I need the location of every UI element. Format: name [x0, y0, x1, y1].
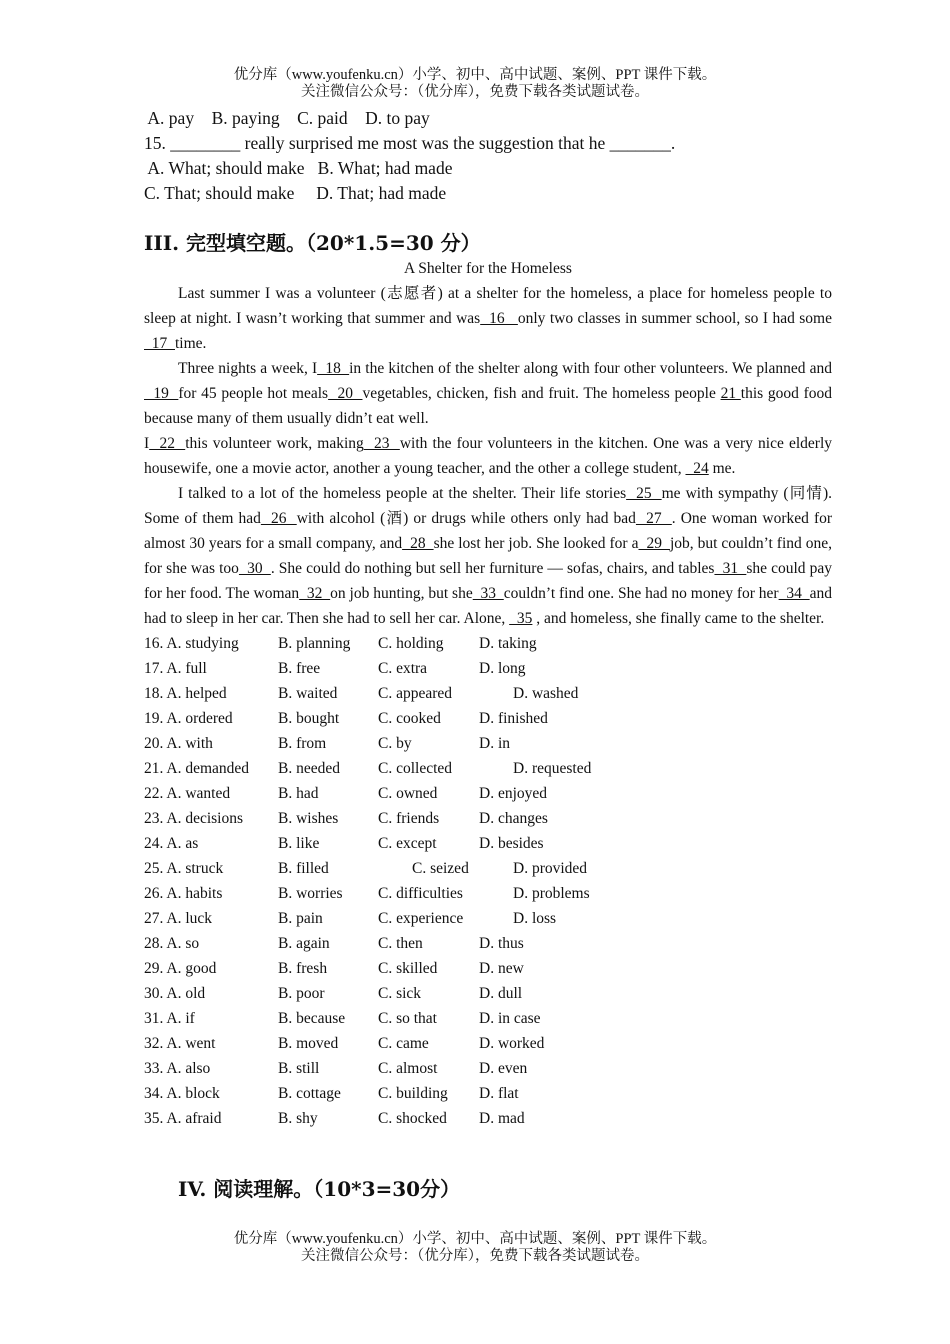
option-b: B. had: [278, 785, 319, 802]
header-line-1: 优分库（www.youfenku.cn）小学、初中、高中试题、案例、PPT 课件下载。: [233, 67, 717, 83]
answer-blank: 29: [638, 535, 670, 552]
option-b: B. moved: [278, 1035, 339, 1052]
passage-text: for 45 people hot meals: [178, 385, 329, 402]
passage-text: she could pay for her food. The woman: [144, 560, 832, 602]
option-b: B. poor: [278, 985, 325, 1002]
passage-text: me with sympathy (同情). Some of them had: [144, 485, 832, 527]
question-14-15-block: [144, 106, 832, 206]
answer-blank: 33: [472, 585, 504, 602]
option-b: B. still: [278, 1060, 320, 1077]
answer-blank: 16: [480, 310, 518, 327]
answer-blank: 30: [238, 560, 271, 577]
answer-blank: 27: [635, 510, 672, 527]
option-d: D. finished: [479, 710, 548, 727]
option-row-30: [144, 981, 832, 1006]
answer-blank: 31: [714, 560, 747, 577]
option-row-28: [144, 931, 832, 956]
option-c: C. almost: [378, 1060, 438, 1077]
option-d: D. provided: [513, 860, 588, 877]
option-row-34: [144, 1081, 832, 1106]
option-d: D. taking: [479, 635, 537, 652]
option-a: 32. A. went: [144, 1035, 216, 1052]
option-b: B. wishes: [278, 810, 339, 827]
option-c: C. building: [378, 1085, 448, 1102]
option-d: D. problems: [513, 885, 590, 902]
option-b: B. planning: [278, 635, 351, 652]
option-row-25: [144, 856, 832, 881]
passage-text: on job hunting, but she: [330, 585, 473, 602]
passage-text: and had to sleep in her car. Then she had to sell her car. Alone,: [144, 585, 833, 627]
passage-text: me.: [708, 460, 736, 477]
option-c: C. collected: [378, 760, 453, 777]
option-c: C. except: [378, 835, 437, 852]
option-a: 34. A. block: [144, 1085, 220, 1102]
option-c: C. shocked: [378, 1110, 447, 1127]
passage-text: . One woman worked for almost 30 years for a small company, and: [144, 510, 833, 552]
option-row-21: [144, 756, 832, 781]
option-c: C. seized: [412, 860, 469, 877]
option-b: B. from: [278, 735, 327, 752]
option-b: B. filled: [278, 860, 329, 877]
option-a: 31. A. if: [144, 1010, 195, 1027]
option-b: B. waited: [278, 685, 338, 702]
option-b: B. fresh: [278, 960, 328, 977]
option-a: 33. A. also: [144, 1060, 211, 1077]
q15-options-2: C. That; should make D. That; had made: [144, 183, 447, 203]
option-c: C. extra: [378, 660, 428, 677]
option-row-20: [144, 731, 832, 756]
option-row-23: [144, 806, 832, 831]
passage-text: Last summer I was a volunteer (志愿者) at a shelter for the homeless, a place for homeless people to sleep at night. I wasn’t working that summer and was: [144, 285, 832, 327]
option-b: B. needed: [278, 760, 340, 777]
option-c: C. then: [378, 935, 423, 952]
option-c: C. owned: [378, 785, 438, 802]
option-row-27: [144, 906, 832, 931]
answer-blank: 26: [260, 510, 297, 527]
answer-blank: 25: [626, 485, 662, 502]
option-b: B. free: [278, 660, 321, 677]
option-c: C. friends: [378, 810, 440, 827]
section-4-heading: IV. 阅读理解。（10*3=30分）: [178, 1177, 461, 1201]
option-b: B. bought: [278, 710, 340, 727]
option-a: 27. A. luck: [144, 910, 213, 927]
option-d: D. thus: [479, 935, 524, 952]
page-footer: [0, 1231, 950, 1265]
option-row-17: [144, 656, 832, 681]
header-line-2: 关注微信公众号：（优分库），免费下载各类试题试卷。: [301, 84, 649, 100]
option-row-18: [144, 681, 832, 706]
passage-text: only two classes in summer school, so I had some: [517, 310, 832, 327]
passage-text: , and homeless, she finally came to the shelter.: [532, 610, 825, 627]
passage-text: I talked to a lot of the homeless people at the shelter. Their life stories: [178, 485, 627, 502]
option-row-19: [144, 706, 832, 731]
option-row-33: [144, 1056, 832, 1081]
passage-text: I: [144, 435, 150, 452]
option-a: 18. A. helped: [144, 685, 227, 702]
passage-text: with alcohol (酒) or drugs while others only had bad: [296, 510, 636, 527]
option-d: D. in: [479, 735, 510, 752]
option-c: C. difficulties: [378, 885, 463, 902]
section-3-heading: III. 完型填空题。（20*1.5=30 分）: [144, 231, 481, 255]
option-d: D. washed: [513, 685, 579, 702]
option-d: D. loss: [513, 910, 557, 927]
option-a: 16. A. studying: [144, 635, 239, 652]
passage-text: time.: [175, 335, 207, 352]
option-d: D. in case: [479, 1010, 541, 1027]
option-a: 24. A. as: [144, 835, 199, 852]
option-a: 21. A. demanded: [144, 760, 250, 777]
option-c: C. so that: [378, 1010, 437, 1027]
option-c: C. by: [378, 735, 412, 752]
answer-blank: 20: [328, 385, 363, 402]
answer-blank: 17: [144, 335, 175, 352]
passage-text: couldn’t find one. She had no money for her: [503, 585, 779, 602]
passage-text: this volunteer work, making: [185, 435, 364, 452]
option-c: C. sick: [378, 985, 422, 1002]
passage-text: in the kitchen of the shelter along with four other volunteers. We planned and: [349, 360, 832, 377]
passage-paragraph-4: [144, 481, 832, 631]
q14-options: A. pay B. paying C. paid D. to pay: [144, 108, 430, 128]
cloze-section: [144, 230, 832, 1131]
option-a: 19. A. ordered: [144, 710, 233, 727]
passage-paragraph-1: [144, 281, 832, 356]
option-c: C. appeared: [378, 685, 453, 702]
answer-blank: 21: [720, 385, 741, 402]
passage-text: with the four volunteers in the kitchen. One was a very nice elderly housewife, one a movie actor, another a young teacher, and the other a college student,: [144, 435, 833, 477]
q15-options-1: A. What; should make B. What; had made: [144, 158, 453, 178]
passage-title: A Shelter for the Homeless: [404, 260, 572, 277]
option-d: D. flat: [479, 1085, 519, 1102]
option-row-31: [144, 1006, 832, 1031]
option-d: D. worked: [479, 1035, 545, 1052]
option-a: 28. A. so: [144, 935, 200, 952]
option-d: D. new: [479, 960, 524, 977]
q15-stem: 15. ________ really surprised me most was the suggestion that he _______.: [144, 133, 676, 153]
option-row-35: [144, 1106, 832, 1131]
option-c: C. experience: [378, 910, 464, 927]
option-a: 29. A. good: [144, 960, 217, 977]
option-row-26: [144, 881, 832, 906]
answer-blank: 19: [144, 385, 179, 402]
passage-text: vegetables, chicken, fish and fruit. The homeless people: [362, 385, 721, 402]
option-d: D. even: [479, 1060, 528, 1077]
option-d: D. dull: [479, 985, 523, 1002]
answer-blank: 34: [778, 585, 810, 602]
option-d: D. enjoyed: [479, 785, 548, 802]
option-a: 26. A. habits: [144, 885, 223, 902]
option-b: B. shy: [278, 1110, 318, 1127]
option-row-24: [144, 831, 832, 856]
option-a: 20. A. with: [144, 735, 213, 752]
footer-line-2: 关注微信公众号：（优分库），免费下载各类试题试卷。: [301, 1248, 649, 1264]
answer-options-list: [144, 631, 832, 1131]
option-d: D. requested: [513, 760, 592, 777]
option-b: B. like: [278, 835, 320, 852]
option-d: D. changes: [479, 810, 548, 827]
footer-line-1: 优分库（www.youfenku.cn）小学、初中、高中试题、案例、PPT 课件下载。: [233, 1231, 717, 1247]
answer-blank: 22: [149, 435, 186, 452]
option-a: 23. A. decisions: [144, 810, 244, 827]
passage-text: job, but couldn’t find one, for she was too: [144, 535, 833, 577]
option-c: C. skilled: [378, 960, 438, 977]
option-b: B. again: [278, 935, 330, 952]
option-c: C. cooked: [378, 710, 441, 727]
page-header: [0, 67, 950, 101]
option-d: D. mad: [479, 1110, 525, 1127]
answer-blank: 24: [685, 460, 709, 477]
passage-paragraph-3: [144, 431, 832, 481]
option-a: 17. A. full: [144, 660, 207, 677]
passage-text: Three nights a week, I: [178, 360, 318, 377]
option-a: 30. A. old: [144, 985, 206, 1002]
option-a: 22. A. wanted: [144, 785, 231, 802]
answer-blank: 32: [299, 585, 331, 602]
option-row-16: [144, 631, 832, 656]
option-a: 35. A. afraid: [144, 1110, 222, 1127]
passage-text: this good food because many of them usually didn’t eat well.: [144, 385, 833, 427]
option-row-29: [144, 956, 832, 981]
option-row-22: [144, 781, 832, 806]
option-d: D. long: [479, 660, 526, 677]
passage-text: . She could do nothing but sell her furniture — sofas, chairs, and tables: [270, 560, 715, 577]
option-b: B. pain: [278, 910, 323, 927]
option-c: C. holding: [378, 635, 444, 652]
answer-blank: 18: [317, 360, 350, 377]
option-d: D. besides: [479, 835, 544, 852]
passage-text: she lost her job. She looked for a: [433, 535, 639, 552]
option-row-32: [144, 1031, 832, 1056]
passage-paragraph-2: [144, 356, 832, 431]
option-c: C. came: [378, 1035, 429, 1052]
answer-blank: 23: [363, 435, 400, 452]
option-b: B. cottage: [278, 1085, 341, 1102]
answer-blank: 28: [402, 535, 434, 552]
option-b: B. because: [278, 1010, 346, 1027]
option-a: 25. A. struck: [144, 860, 224, 877]
answer-blank: 35: [509, 610, 533, 627]
option-b: B. worries: [278, 885, 343, 902]
